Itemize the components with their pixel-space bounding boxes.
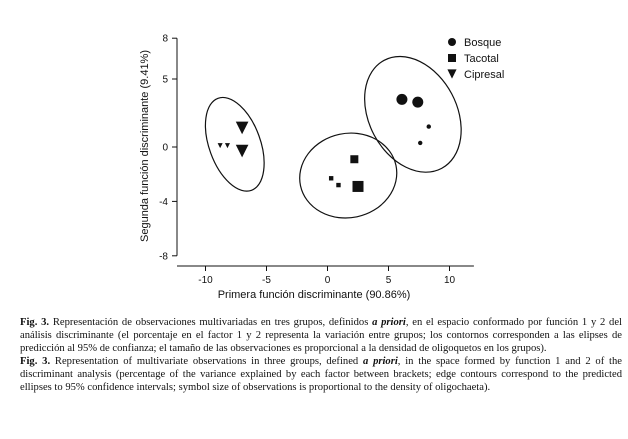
caption-english-text-b: , in the space formed by function 1 and 2 of the discriminant analysis (percentage of the variance explained by each factor between brackets; edge contours correspond to the predicted ellipses to 95% confidence intervals; symbol size of observations is proportional to the density of oligochaeta).: [20, 356, 622, 393]
ellipses-layer: [194, 40, 480, 227]
figure-caption: [20, 316, 622, 394]
y-tick-label: -8: [159, 251, 168, 263]
caption-english-italic: a priori: [362, 356, 398, 367]
x-tick-label: 0: [324, 275, 331, 286]
caption-english-text-a: Representation of multivariate observations in three groups, defined: [50, 356, 363, 367]
bosque-point: [396, 94, 407, 105]
x-tick-label: -5: [262, 275, 271, 286]
y-tick-label: -4: [159, 196, 168, 208]
ellipse-cipresal: [194, 90, 276, 200]
cipresal-point: [236, 145, 249, 158]
cipresal-point: [225, 143, 230, 148]
tacotal-point: [350, 155, 358, 163]
x-tick-label: 5: [385, 275, 392, 286]
y-tick-label: 0: [162, 142, 168, 154]
y-axis-label: Segunda función discriminante (9.41%): [139, 49, 151, 243]
points-layer: [218, 94, 431, 192]
y-tick-label: 8: [162, 33, 168, 45]
cipresal-point: [236, 122, 249, 135]
tacotal-point: [329, 176, 333, 180]
tacotal-point: [336, 183, 340, 187]
bosque-point: [412, 97, 423, 108]
legend-label-cipresal: Cipresal: [464, 69, 505, 81]
legend: [447, 37, 504, 81]
caption-spanish-text-a: Representación de observaciones multivariadas en tres grupos, definidos: [49, 317, 373, 328]
tacotal-point: [353, 181, 364, 192]
y-tick-label: 5: [162, 74, 168, 86]
cipresal-point: [218, 143, 223, 148]
caption-spanish-label: Fig. 3.: [20, 317, 50, 328]
x-tick-label: 10: [443, 275, 456, 286]
legend-label-tacotal: Tacotal: [464, 53, 499, 65]
caption-spanish-text-b: , en el espacio conformado por función 1 y 2 del análisis discriminante (el porcentaje en el factor 1 y 2 representa la variación entre grupos; los contornos corresponden a las elipses de predicción al 95% de confianza; el tamaño de las observaciones es proporcional a la densidad de oligoquetos en los grupos).: [20, 317, 622, 354]
caption-spanish: [20, 316, 622, 355]
caption-spanish-italic: a priori: [372, 317, 406, 328]
caption-english-label: Fig. 3.: [20, 356, 51, 367]
legend-marker-cipresal: [447, 69, 456, 78]
legend-marker-tacotal: [448, 54, 456, 62]
axes-layer: [159, 34, 474, 286]
bosque-point: [427, 124, 431, 128]
bosque-point: [418, 141, 422, 145]
ellipse-bosque: [345, 40, 480, 189]
x-axis-label: Primera función discriminante (90.86%): [217, 289, 411, 301]
legend-label-bosque: Bosque: [464, 37, 502, 49]
caption-english: [20, 355, 622, 394]
legend-marker-bosque: [448, 38, 456, 46]
x-tick-label: -10: [198, 275, 213, 286]
ellipse-tacotal: [292, 124, 405, 227]
